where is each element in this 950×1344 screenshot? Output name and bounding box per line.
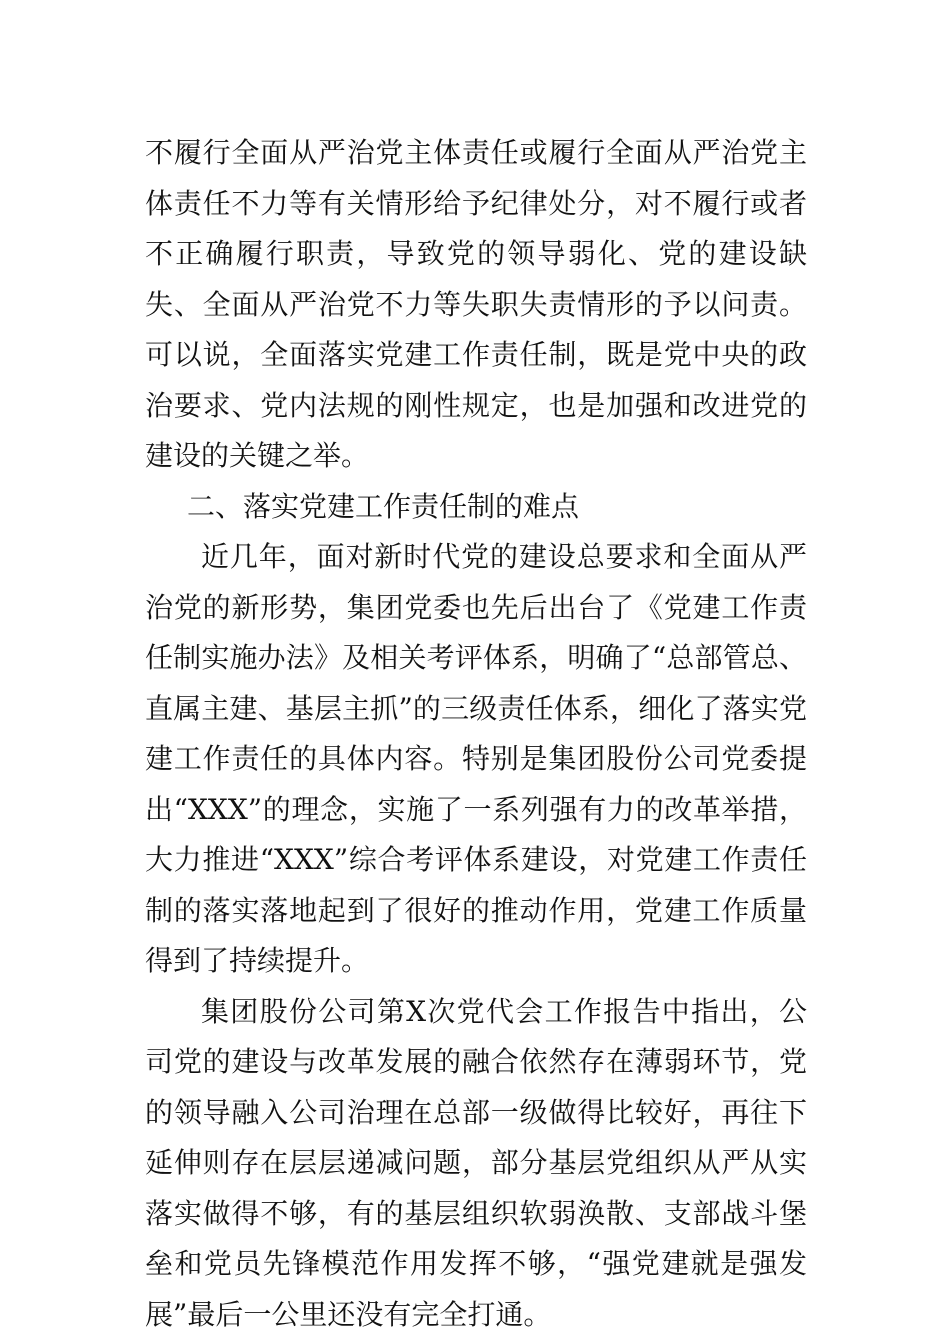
paragraph: 近几年，面对新时代党的建设总要求和全面从严治党的新形势，集团党委也先后出台了《党建工作责任制实施办法》及相关考评体系，明确了“总部管总、直属主建、基层主抓”的三级责任体系，细化了落实党建工作责任的具体内容。特别是集团股份公司党委提出“XXX”的理念，实施了一系列强有力的改革举措，大力推进“XXX”综合考评体系建设，对党建工作责任制的落实落地起到了很好的推动作用，党建工作质量得到了持续提升。 <box>145 540 807 977</box>
document-body <box>145 128 807 1340</box>
paragraph: 集团股份公司第X次党代会工作报告中指出，公司党的建设与改革发展的融合依然存在薄弱环节，党的领导融入公司治理在总部一级做得比较好，再往下延伸则存在层层递减问题，部分基层党组织从严从实落实做得不够，有的基层组织软弱涣散、支部战斗堡垒和党员先锋模范作用发挥不够，“强党建就是强发展”最后一公里还没有完全打通。 <box>145 994 807 1331</box>
section-heading: 二、落实党建工作责任制的难点 <box>187 489 580 523</box>
paragraph-continued: 不履行全面从严治党主体责任或履行全面从严治党主体责任不力等有关情形给予纪律处分，对不履行或者不正确履行职责，导致党的领导弱化、党的建设缺失、全面从严治党不力等失职失责情形的予以问责。可以说，全面落实党建工作责任制，既是党中央的政治要求、党内法规的刚性规定，也是加强和改进党的建设的关键之举。 <box>145 136 807 472</box>
